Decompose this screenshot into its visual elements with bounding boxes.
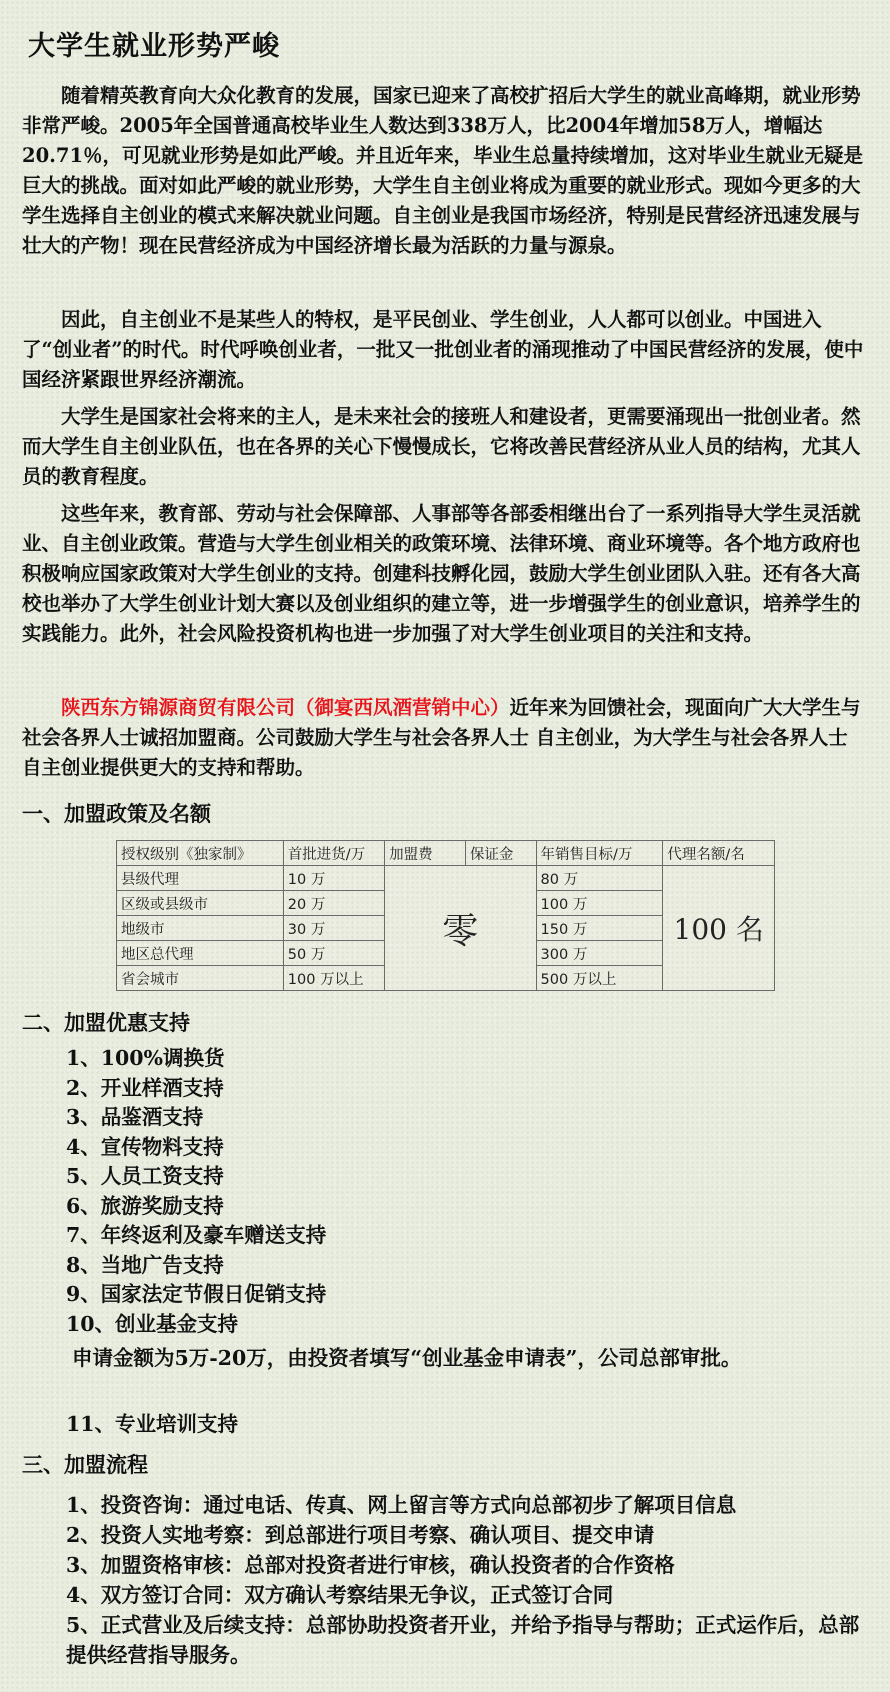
- process-list: [66, 1490, 866, 1670]
- table-cell-target: 100 万: [536, 891, 663, 916]
- list-item: 11、专业培训支持: [66, 1412, 239, 1436]
- table-header: 代理名额/名: [663, 841, 775, 866]
- paragraph-5: [22, 693, 866, 783]
- company-name: 陕西东方锦源商贸有限公司（御宴西凤酒营销中心）: [61, 696, 510, 719]
- list-item: 2、开业样酒支持: [66, 1075, 224, 1100]
- paragraph-4: 这些年来，教育部、劳动与社会保障部、人事部等各部委相继出台了一系列指导大学生灵活就业、自主创业政策。营造与大学生创业相关的政策环境、法律环境、商业环境等。各个地方政府也积极响应国家政策对大学生创业的支持。创建科技孵化园，鼓励大学生创业团队入驻。还有各大高校也举办了大学生创业计划大赛以及创业组织的建立等，进一步增强学生的创业意识，培养学生的实践能力。此外，社会风险投资机构也进一步加强了对大学生创业项目的关注和支持。: [22, 502, 861, 645]
- list-item: 5、人员工资支持: [66, 1164, 224, 1188]
- table-cell-stock: 50 万: [283, 941, 384, 966]
- table-header: 加盟费: [385, 841, 466, 866]
- process-step: 4、双方签订合同：双方确认考察结果无争议，正式签订合同: [66, 1583, 614, 1607]
- table-cell-level: 地区总代理: [117, 941, 284, 966]
- table-cell-level: 区级或县级市: [117, 891, 284, 916]
- table-header: 年销售目标/万: [536, 841, 663, 866]
- list-item: 6、旅游奖励支持: [66, 1193, 224, 1218]
- policy-table: [116, 840, 775, 991]
- list-item: 4、宣传物料支持: [66, 1134, 224, 1159]
- table-cell-target: 80 万: [536, 866, 663, 891]
- paragraph-1: 随着精英教育向大众化教育的发展，国家已迎来了高校扩招后大学生的就业高峰期，就业形势非常严峻。2005年全国普通高校毕业生人数达到338万人，比2004年增加58万人，增幅达20.71％，可见就业形势是如此严峻。并且近年来，毕业生总量持续增加，这对毕业生就业无疑是巨大的挑战。面对如此严峻的就业形势，大学生自主创业将成为重要的就业形式。现如今更多的大学生选择自主创业的模式来解决就业问题。自主创业是我国市场经济，特别是民营经济迅速发展与壮大的产物！现在民营经济成为中国经济增长最为活跃的力量与源泉。: [22, 84, 864, 257]
- list-item: 9、国家法定节假日促销支持: [66, 1282, 327, 1306]
- table-cell-stock: 30 万: [283, 916, 384, 941]
- table-cell-stock: 100 万以上: [283, 966, 384, 991]
- paragraph-3: 大学生是国家社会将来的主人，是未来社会的接班人和建设者，更需要涌现出一批创业者。然而大学生自主创业队伍，也在各界的关心下慢慢成长，它将改善民营经济从业人员的结构，尤其人员的教育程度。: [22, 405, 861, 488]
- table-cell-stock: 20 万: [283, 891, 384, 916]
- list-item: 8、当地广告支持: [66, 1252, 224, 1277]
- section-heading-policy: 一、加盟政策及名额: [22, 802, 211, 826]
- table-header-row: [117, 841, 775, 866]
- process-step: 2、投资人实地考察：到总部进行项目考察、确认项目、提交申请: [66, 1523, 655, 1547]
- table-header: 保证金: [465, 841, 536, 866]
- paragraph-5-text: 近年来为回馈社会，现面向广大大学生与社会各界人士诚招加盟商。公司鼓励大学生与社会各界人士 自主创业，为大学生与社会各界人士自主创业提供更大的支持和帮助。: [22, 696, 861, 779]
- table-cell-level: 省会城市: [117, 966, 284, 991]
- section-heading-support: 二、加盟优惠支持: [22, 1011, 190, 1035]
- table-header: 首批进货/万: [283, 841, 384, 866]
- list-item: 1、100%调换货: [66, 1046, 225, 1070]
- support-list-extra: [66, 1410, 238, 1440]
- fee-deposit-value: 零: [385, 866, 536, 991]
- table-header: 授权级别《独家制》: [117, 841, 284, 866]
- quota-value: 100 名: [663, 866, 775, 991]
- list-item: 3、品鉴酒支持: [66, 1105, 204, 1129]
- process-step: 3、加盟资格审核：总部对投资者进行审核，确认投资者的合作资格: [66, 1553, 675, 1577]
- paragraph-2: 因此，自主创业不是某些人的特权，是平民创业、学生创业，人人都可以创业。中国进入了“创业者”的时代。时代呼唤创业者，一批又一批创业者的涌现推动了中国民营经济的发展，使中国经济紧跟世界经济潮流。: [22, 308, 864, 391]
- table-cell-target: 500 万以上: [536, 966, 663, 991]
- table-cell-stock: 10 万: [283, 866, 384, 891]
- table-cell-target: 150 万: [536, 916, 663, 941]
- page-title: 大学生就业形势严峻: [28, 31, 280, 62]
- list-item: 7、年终返利及豪车赠送支持: [66, 1223, 327, 1247]
- fund-note: 申请金额为5万-20万，由投资者填写“创业基金申请表”，公司总部审批。: [72, 1346, 742, 1370]
- table-cell-target: 300 万: [536, 941, 663, 966]
- table-cell-level: 县级代理: [117, 866, 284, 891]
- process-step: 5、正式营业及后续支持：总部协助投资者开业，并给予指导与帮助；正式运作后，总部提供经营指导服务。: [66, 1613, 860, 1667]
- section-heading-process: 三、加盟流程: [22, 1453, 148, 1477]
- process-step: 1、投资咨询：通过电话、传真、网上留言等方式向总部初步了解项目信息: [66, 1493, 737, 1517]
- support-list: [66, 1044, 326, 1339]
- table-cell-level: 地级市: [117, 916, 284, 941]
- table-row: [117, 866, 775, 891]
- list-item: 10、创业基金支持: [66, 1311, 239, 1336]
